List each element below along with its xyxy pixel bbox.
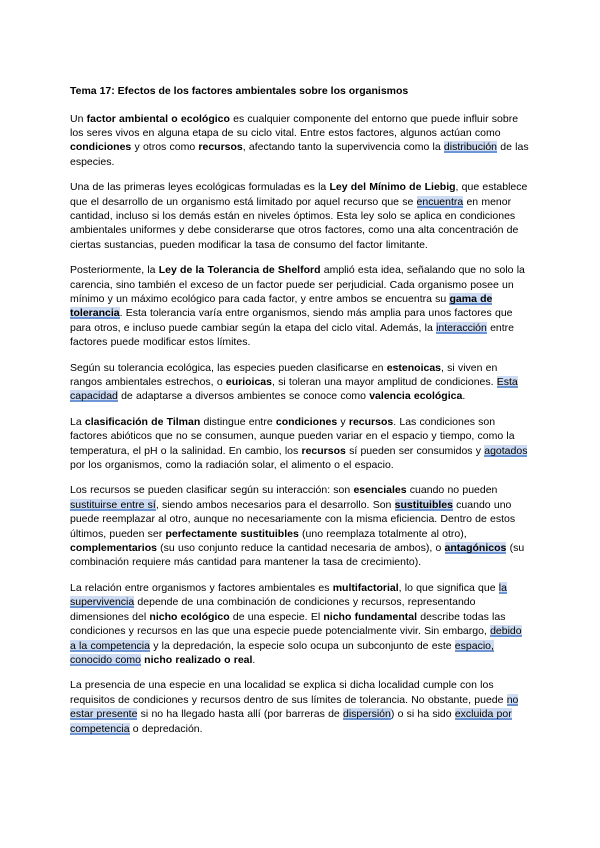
paragraph xyxy=(70,678,530,736)
text-run: no estar presente xyxy=(70,693,519,721)
text-run: cuando uno puede reemplazar al otro, aunque no necesariamente con la misma eficiencia. Dentro de estos últimos, pueden ser xyxy=(70,498,516,540)
text-run: de adaptarse a diversos ambientes se conoce como xyxy=(117,390,370,403)
text-run: , si toleran una mayor amplitud de condiciones. xyxy=(271,376,497,388)
text-run: ) o si ha sido xyxy=(390,708,455,721)
text-run: Posteriormente, la xyxy=(70,264,159,277)
paragraph xyxy=(70,361,530,404)
paragraph xyxy=(70,581,530,667)
paragraph xyxy=(70,415,530,473)
text-run: depende de una combinación de condiciones y recursos, representando dimensiones del xyxy=(70,596,476,623)
text-run: eurioicas xyxy=(225,376,272,388)
text-run: gama de tolerancia xyxy=(70,292,493,320)
text-run: debido a la competencia xyxy=(70,625,522,652)
text-run: condiciones xyxy=(70,141,132,154)
text-run: clasificación de Tilman xyxy=(84,415,201,428)
document-title: Tema 17: Efectos de los factores ambientales sobre los organismos xyxy=(70,85,409,97)
text-run: Una de las primeras leyes ecológicas formuladas es la xyxy=(70,181,330,194)
text-run: si no ha llegado hasta allí (por barreras de xyxy=(137,708,343,721)
text-run: recursos xyxy=(301,444,346,457)
paragraph xyxy=(70,263,530,349)
text-run: espacio, conocido como xyxy=(70,639,494,666)
text-run: (uno reemplaza totalmente al otro), xyxy=(298,527,467,540)
text-run: . xyxy=(252,653,256,666)
text-run: , si viven en rangos ambientales estrechos, o xyxy=(70,361,498,388)
paragraph xyxy=(70,112,530,170)
text-run: sí pueden ser consumidos y xyxy=(345,444,485,457)
text-run: (su combinación requiere más cantidad para mantener la tasa de crecimiento). xyxy=(70,542,525,569)
text-run: condiciones xyxy=(275,415,338,428)
text-run: y otros como xyxy=(131,141,199,154)
paragraph xyxy=(70,483,530,569)
document-body xyxy=(70,112,530,736)
text-run: de las especies. xyxy=(70,141,529,168)
text-run: multifactorial xyxy=(332,581,399,594)
text-run: es cualquier componente del entorno que puede influir sobre los seres vivos en alguna etapa de su ciclo vital. Entre estos factores, algunos actúan como xyxy=(70,112,519,139)
text-run: , lo que significa que xyxy=(398,581,499,594)
text-run: Un xyxy=(70,112,87,125)
text-run: y la depredación, la especie solo ocupa un subconjunto de este xyxy=(149,639,455,652)
text-run: Según su tolerancia ecológica, las especies pueden clasificarse en xyxy=(70,361,387,374)
text-run: , afectando tanto la supervivencia como la xyxy=(242,141,444,154)
text-run: . xyxy=(462,390,466,403)
text-run: Esta capacidad xyxy=(70,376,518,403)
text-run: Ley del Mínimo de Liebig xyxy=(329,181,456,194)
text-run: estenoicas xyxy=(386,361,442,374)
text-run: recursos xyxy=(198,141,243,154)
text-run: nicho ecológico xyxy=(149,610,230,623)
text-run: dispersión xyxy=(342,708,391,721)
text-run: valencia ecológica xyxy=(369,390,463,403)
text-run: en menor cantidad, incluso si los demás están en niveles óptimos. Esta ley solo se aplica en condiciones ambientales uniformes y debe considerarse que otros factores, como una alta concentración de ciertas sustancias, pueden modificar la tasa de consumo del factor limitante. xyxy=(70,195,519,251)
text-run: nicho realizado o real xyxy=(144,653,253,666)
text-run: , que establece que el desarrollo de un organismo está limitado por aquel recurso que se xyxy=(70,181,528,208)
text-run: sustituirse entre sí xyxy=(70,498,156,511)
text-run: la supervivencia xyxy=(70,581,507,609)
text-run: complementarios xyxy=(70,542,157,555)
text-run: La xyxy=(70,415,85,428)
text-run: por los organismos, como la radiación solar, el alimento o el espacio. xyxy=(70,459,394,472)
text-run: . Esta tolerancia varía entre organismos, siendo más amplia para unos factores que para otros, e incluso puede cambiar según la etapa del ciclo vital. Además, la xyxy=(70,307,513,334)
text-run: o depredación. xyxy=(129,722,203,735)
text-run: , siendo ambos necesarios para el desarrollo. Son xyxy=(155,498,395,511)
text-run: antagónicos xyxy=(444,542,507,555)
text-run: La presencia de una especie en una localidad se explica si dicha localidad cumple con los requisitos de condiciones y recursos dentro de sus límites de tolerancia. No obstante, puede xyxy=(70,679,507,706)
text-run: interacción xyxy=(436,321,487,334)
text-run: cuando no pueden xyxy=(406,484,498,497)
text-run: de una especie. El xyxy=(229,610,324,623)
text-run: excluida por competencia xyxy=(70,708,512,735)
text-run: La relación entre organismos y factores ambientales es xyxy=(70,581,333,594)
text-run: encuentra xyxy=(416,195,464,208)
text-run: . Las condiciones son factores abióticos que no se consumen, aunque pueden variar en el espacio y tiempo, como la temperatura, el pH o la salinidad. En cambio, los xyxy=(70,415,515,457)
text-run: esenciales xyxy=(353,484,407,497)
text-run: distribución xyxy=(443,141,498,154)
text-run: nicho fundamental xyxy=(323,610,418,623)
text-run: sustituibles xyxy=(394,498,453,511)
paragraph xyxy=(70,180,530,252)
text-run: recursos xyxy=(348,415,394,428)
text-run: distingue entre xyxy=(200,415,276,428)
text-run: entre factores puede modificar estos límites. xyxy=(70,321,515,349)
text-run: y xyxy=(337,415,349,428)
text-run: agotados xyxy=(484,444,528,457)
text-run: describe todas las condiciones y recursos en las que una especie puede potencialmente vivir. Sin embargo, xyxy=(70,610,506,638)
text-run: (su uso conjunto reduce la cantidad necesaria de ambos), o xyxy=(156,542,445,555)
text-run: amplió esta idea, señalando que no solo la carencia, sino también el exceso de un factor puede ser perjudicial. Cada organismo posee un mínimo y un máximo ecológico para cada factor, y entre ambos se encuentra su xyxy=(70,264,525,305)
text-run: perfectamente sustituibles xyxy=(165,527,299,540)
text-run: Los recursos se pueden clasificar según su interacción: son xyxy=(70,484,354,497)
text-run: Ley de la Tolerancia de Shelford xyxy=(158,264,321,277)
text-run: factor ambiental o ecológico xyxy=(86,112,230,125)
